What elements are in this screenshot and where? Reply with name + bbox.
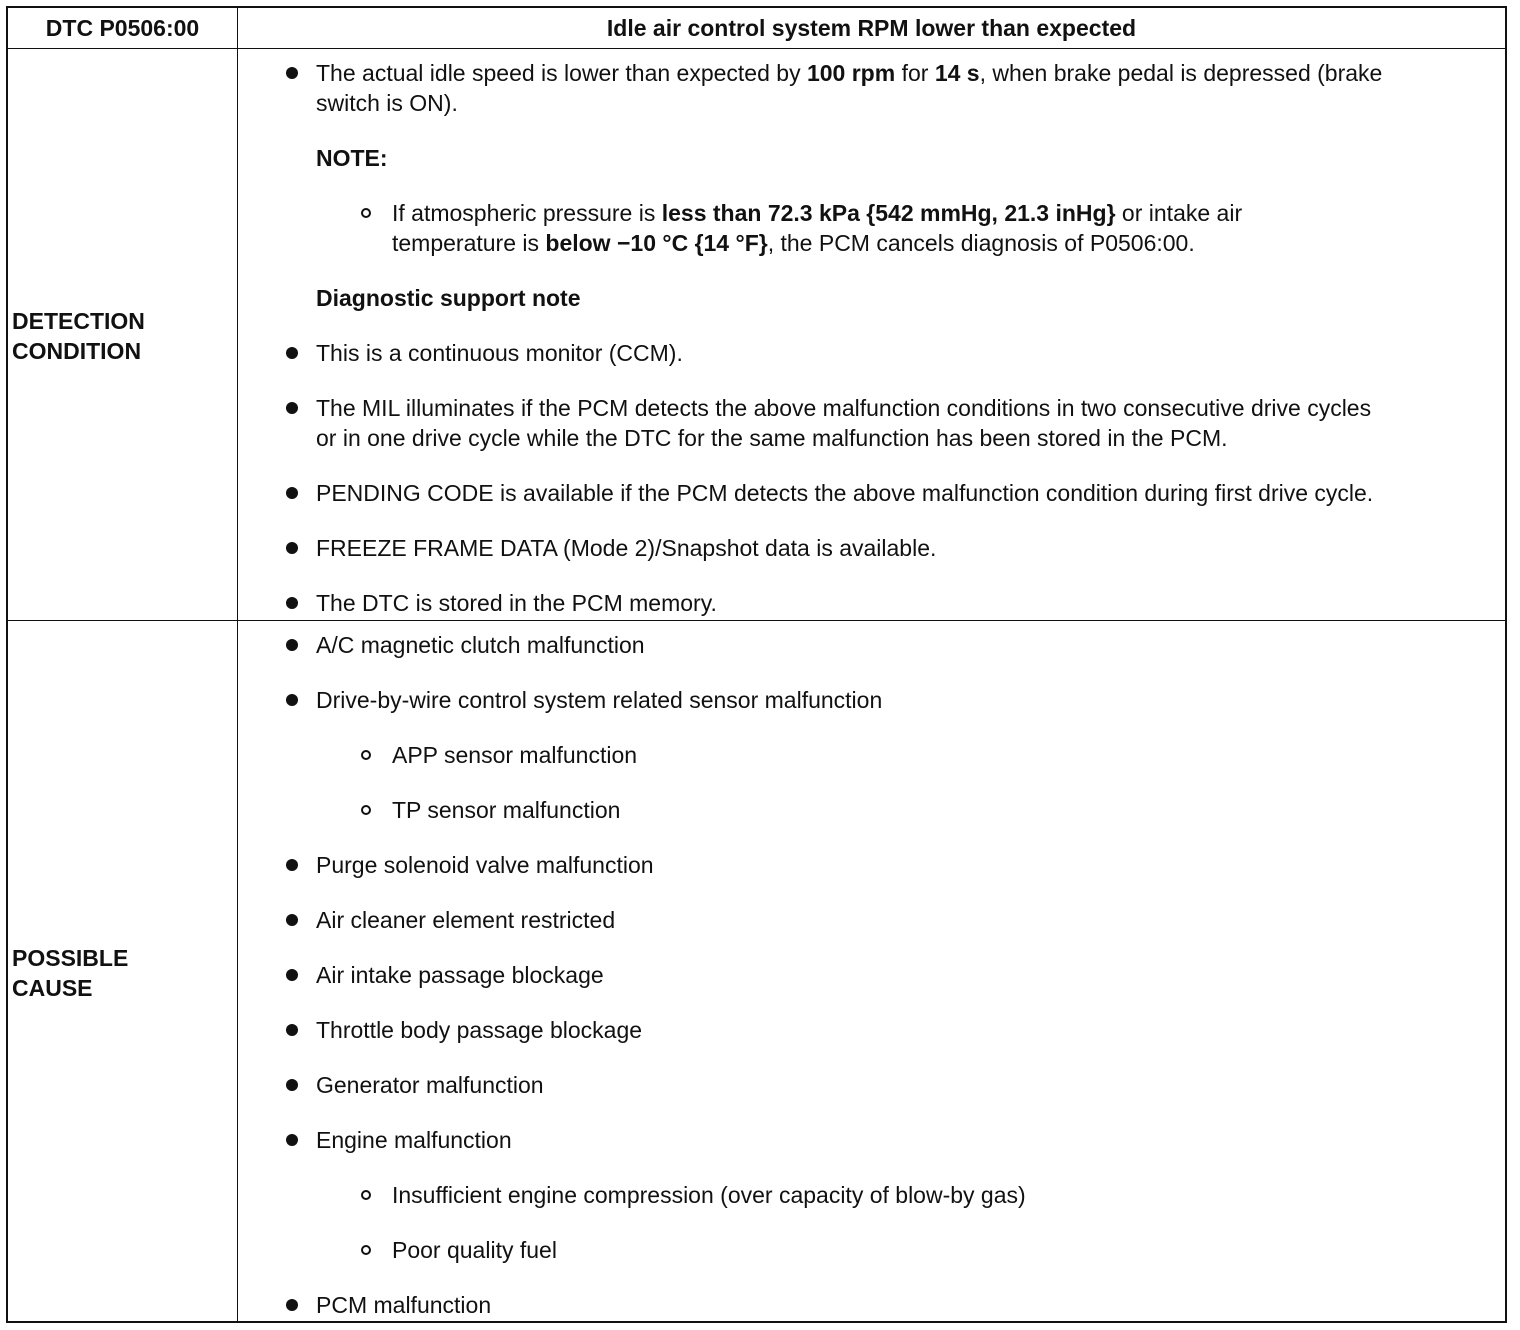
bullet-icon bbox=[286, 639, 298, 651]
note-line1 bbox=[392, 198, 1242, 228]
cause-label-line1: POSSIBLE bbox=[12, 945, 129, 971]
idle-speed-line1 bbox=[316, 58, 1382, 88]
idle-speed-line2: switch is ON). bbox=[316, 90, 458, 116]
sub-bullet-icon bbox=[361, 1245, 371, 1255]
bullet-icon bbox=[286, 859, 298, 871]
detection-item-ccm: This is a continuous monitor (CCM). bbox=[316, 340, 683, 366]
note-label: NOTE: bbox=[316, 145, 388, 171]
dtc-table bbox=[6, 6, 1507, 1323]
bullet-icon bbox=[286, 542, 298, 554]
detection-condition-label bbox=[12, 306, 145, 366]
text-fragment: The actual idle speed is lower than expected by bbox=[316, 60, 807, 86]
text-fragment: If atmospheric pressure is bbox=[392, 200, 662, 226]
cause-item: Throttle body passage blockage bbox=[316, 1017, 643, 1043]
bullet-icon bbox=[286, 1079, 298, 1091]
detection-label-line2: CONDITION bbox=[12, 338, 142, 364]
cause-item: Purge solenoid valve malfunction bbox=[316, 852, 654, 878]
mil-line2: or in one drive cycle while the DTC for the same malfunction has been stored in the PCM. bbox=[316, 425, 1228, 451]
cause-item: Drive-by-wire control system related sensor malfunction bbox=[316, 687, 883, 713]
column-divider bbox=[237, 8, 238, 1321]
diagnostic-support-label: Diagnostic support note bbox=[316, 285, 581, 311]
header-divider bbox=[8, 48, 1505, 49]
cause-item: Air intake passage blockage bbox=[316, 962, 604, 988]
text-fragment: , when brake pedal is depressed (brake bbox=[979, 60, 1383, 86]
pressure-threshold: less than 72.3 kPa {542 mmHg, 21.3 inHg} bbox=[661, 200, 1116, 226]
detection-item-stored: The DTC is stored in the PCM memory. bbox=[316, 590, 717, 616]
bullet-icon bbox=[286, 694, 298, 706]
possible-cause-label bbox=[12, 943, 128, 1003]
detection-item-idle-speed bbox=[316, 58, 1382, 118]
cause-item: Engine malfunction bbox=[316, 1127, 512, 1153]
bullet-icon bbox=[286, 1024, 298, 1036]
bullet-icon bbox=[286, 402, 298, 414]
rpm-threshold: 100 rpm bbox=[806, 60, 896, 86]
temperature-threshold: below −10 °C {14 °F} bbox=[545, 230, 768, 256]
detection-label-line1: DETECTION bbox=[12, 308, 145, 334]
text-fragment: or intake air bbox=[1115, 200, 1243, 226]
text-fragment: , the PCM cancels diagnosis of P0506:00. bbox=[767, 230, 1195, 256]
dtc-title: Idle air control system RPM lower than expected bbox=[606, 14, 1137, 41]
sub-bullet-icon bbox=[361, 1190, 371, 1200]
mil-line1: The MIL illuminates if the PCM detects the above malfunction conditions in two consecutive drive cycles bbox=[316, 395, 1372, 421]
cause-item: Air cleaner element restricted bbox=[316, 907, 616, 933]
cause-sub-item: Insufficient engine compression (over capacity of blow-by gas) bbox=[392, 1182, 1026, 1208]
bullet-icon bbox=[286, 597, 298, 609]
bullet-icon bbox=[286, 969, 298, 981]
bullet-icon bbox=[286, 487, 298, 499]
sub-bullet-icon bbox=[361, 750, 371, 760]
sub-bullet-icon bbox=[361, 805, 371, 815]
bullet-icon bbox=[286, 347, 298, 359]
sub-bullet-icon bbox=[361, 208, 371, 218]
note-line2 bbox=[392, 228, 1242, 258]
time-threshold: 14 s bbox=[934, 60, 980, 86]
bullet-icon bbox=[286, 1299, 298, 1311]
detection-item-pending-code: PENDING CODE is available if the PCM detects the above malfunction condition during first drive cycle. bbox=[316, 480, 1374, 506]
bullet-icon bbox=[286, 67, 298, 79]
cause-sub-item: APP sensor malfunction bbox=[392, 742, 638, 768]
cause-item: PCM malfunction bbox=[316, 1292, 492, 1318]
bullet-icon bbox=[286, 1134, 298, 1146]
cause-label-line2: CAUSE bbox=[12, 975, 93, 1001]
cause-item: A/C magnetic clutch malfunction bbox=[316, 632, 645, 658]
cause-sub-item: Poor quality fuel bbox=[392, 1237, 557, 1263]
dtc-code: DTC P0506:00 bbox=[45, 14, 200, 41]
cause-sub-item: TP sensor malfunction bbox=[392, 797, 621, 823]
detection-item-freeze-frame: FREEZE FRAME DATA (Mode 2)/Snapshot data is available. bbox=[316, 535, 937, 561]
detection-item-mil bbox=[316, 393, 1371, 453]
row-divider bbox=[8, 620, 1505, 621]
detection-note bbox=[392, 198, 1242, 258]
text-fragment: for bbox=[895, 60, 935, 86]
bullet-icon bbox=[286, 914, 298, 926]
cause-item: Generator malfunction bbox=[316, 1072, 544, 1098]
text-fragment: temperature is bbox=[392, 230, 546, 256]
